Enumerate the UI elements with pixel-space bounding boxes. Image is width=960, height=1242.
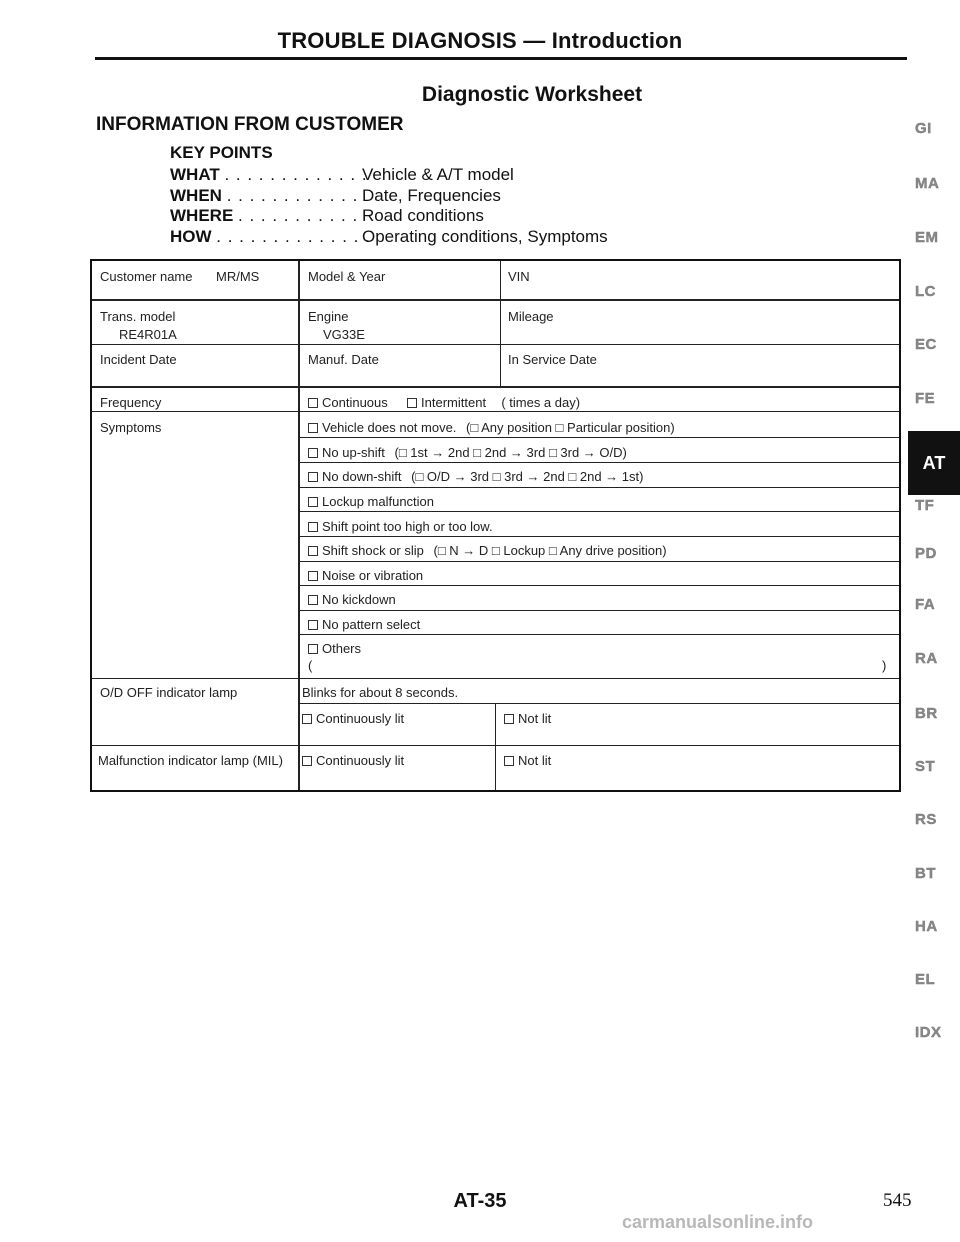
others-open-paren: ( [308, 658, 313, 673]
checkbox-icon[interactable] [308, 644, 318, 654]
key-point-when [170, 186, 501, 208]
trans-model-value: RE4R01A [119, 327, 177, 342]
page-number: 545 [883, 1190, 912, 1211]
watermark-text: carmanualsonline.info [622, 1212, 814, 1232]
section-tab-fe[interactable]: FE [915, 390, 936, 407]
section-tab-ha[interactable]: HA [915, 918, 938, 935]
row-divider [298, 511, 899, 512]
symptom-detail: (□ 1st → 2nd □ 2nd → 3rd □ 3rd → O/D) [394, 445, 627, 460]
symptom-item [308, 641, 361, 656]
symptom-item [308, 445, 627, 460]
symptom-item [308, 543, 667, 558]
checkbox-icon[interactable] [308, 546, 318, 556]
customer-name-prefix: MR/MS [216, 269, 260, 284]
diagnostic-worksheet-table [90, 259, 901, 792]
key-point-dots: . . . . . . . . . . . . [226, 186, 359, 205]
row-divider [298, 437, 899, 438]
row-divider [298, 610, 899, 611]
key-point-value: Road conditions [362, 206, 484, 225]
section-tab-ra[interactable]: RA [915, 650, 938, 667]
checkbox-icon[interactable] [308, 497, 318, 507]
column-divider [495, 703, 496, 790]
symptoms-label: Symptoms [100, 420, 162, 435]
frequency-options [308, 395, 580, 410]
od-off-notlit [504, 711, 551, 726]
checkbox-icon[interactable] [308, 522, 318, 532]
key-point-key: HOW [170, 227, 212, 246]
symptom-item [308, 617, 420, 632]
symptom-text: Shift shock or slip [322, 543, 424, 558]
checkbox-icon[interactable] [407, 398, 417, 408]
symptom-item [308, 494, 434, 509]
mil-notlit-text: Not lit [518, 753, 552, 768]
frequency-intermittent: Intermittent [421, 395, 487, 410]
row-divider [298, 536, 899, 537]
in-service-date-label: In Service Date [508, 352, 597, 367]
key-point-value: Date, Frequencies [362, 186, 501, 205]
vin-label: VIN [508, 269, 530, 284]
checkbox-icon[interactable] [308, 398, 318, 408]
manuf-date-label: Manuf. Date [308, 352, 379, 367]
engine-label: Engine [308, 309, 349, 324]
section-tab-tf[interactable]: TF [915, 497, 935, 514]
symptom-text: Shift point too high or too low. [322, 519, 493, 534]
checkbox-icon[interactable] [308, 595, 318, 605]
checkbox-icon[interactable] [308, 423, 318, 433]
page-code: AT-35 [453, 1190, 507, 1212]
checkbox-icon[interactable] [308, 472, 318, 482]
symptom-item [308, 420, 675, 435]
row-divider [298, 634, 899, 635]
key-point-value: Vehicle & A/T model [362, 165, 514, 184]
row-divider [298, 462, 899, 463]
symptom-detail: (□ N → D □ Lockup □ Any drive position) [433, 543, 667, 558]
section-tab-fa[interactable]: FA [915, 596, 936, 613]
worksheet-title: Diagnostic Worksheet [421, 83, 643, 106]
section-tab-em[interactable]: EM [915, 229, 939, 246]
section-tab-gi[interactable]: GI [915, 120, 932, 137]
header-rule [95, 57, 907, 60]
trans-model-label: Trans. model [100, 309, 176, 324]
key-points-title: KEY POINTS [170, 143, 273, 162]
key-point-what [170, 165, 514, 187]
key-point-dots: . . . . . . . . . . . [238, 206, 359, 225]
section-tab-lc[interactable]: LC [915, 283, 936, 300]
section-tab-el[interactable]: EL [915, 971, 936, 988]
mil-continuous-text: Continuously lit [316, 753, 405, 768]
row-divider [298, 703, 899, 704]
od-off-notlit-text: Not lit [518, 711, 552, 726]
checkbox-icon[interactable] [308, 620, 318, 630]
customer-name-label: Customer name [100, 269, 193, 284]
checkbox-icon[interactable] [504, 714, 514, 724]
page-header-title: TROUBLE DIAGNOSIS — Introduction [277, 28, 683, 53]
row-divider [92, 344, 899, 345]
symptom-text: No kickdown [322, 592, 396, 607]
symptom-item [308, 592, 396, 607]
section-tab-at-active[interactable]: AT [908, 431, 960, 495]
section-tab-rs[interactable]: RS [915, 811, 937, 828]
symptom-text: Noise or vibration [322, 568, 424, 583]
symptom-item [308, 469, 643, 484]
frequency-continuous: Continuous [322, 395, 388, 410]
section-tab-ec[interactable]: EC [915, 336, 937, 353]
checkbox-icon[interactable] [302, 756, 312, 766]
key-point-key: WHERE [170, 206, 234, 225]
symptom-text: Vehicle does not move. [322, 420, 457, 435]
others-close-paren: ) [882, 658, 887, 673]
symptom-text: Lockup malfunction [322, 494, 435, 509]
engine-value: VG33E [323, 327, 365, 342]
section-tab-br[interactable]: BR [915, 705, 938, 722]
od-off-continuous [302, 711, 404, 726]
section-tab-idx[interactable]: IDX [915, 1024, 942, 1041]
row-divider [92, 299, 899, 301]
mil-label: Malfunction indicator lamp (MIL) [98, 753, 283, 768]
checkbox-icon[interactable] [302, 714, 312, 724]
checkbox-icon[interactable] [308, 571, 318, 581]
key-point-how [170, 227, 608, 249]
key-point-dots: . . . . . . . . . . . . . [224, 165, 368, 184]
key-point-where [170, 206, 484, 228]
checkbox-icon[interactable] [504, 756, 514, 766]
row-divider [92, 386, 899, 388]
section-tab-pd[interactable]: PD [915, 545, 937, 562]
od-off-blink: Blinks for about 8 seconds. [302, 685, 459, 700]
key-point-key: WHEN [170, 186, 222, 205]
row-divider [92, 411, 899, 412]
checkbox-icon[interactable] [308, 448, 318, 458]
row-divider [298, 585, 899, 586]
column-divider [298, 261, 300, 790]
mil-continuous [302, 753, 404, 768]
frequency-times-a-day: ( times a day) [501, 395, 581, 410]
symptom-text: No up-shift [322, 445, 385, 460]
symptom-item [308, 519, 493, 534]
section-tab-bt[interactable]: BT [915, 865, 936, 882]
model-year-label: Model & Year [308, 269, 386, 284]
mileage-label: Mileage [508, 309, 554, 324]
section-tab-st[interactable]: ST [915, 758, 936, 775]
frequency-label: Frequency [100, 395, 162, 410]
row-divider [92, 678, 899, 679]
od-off-continuous-text: Continuously lit [316, 711, 405, 726]
row-divider [298, 487, 899, 488]
section-tab-ma[interactable]: MA [915, 175, 940, 192]
column-divider [500, 261, 501, 386]
symptom-text: No pattern select [322, 617, 421, 632]
symptom-detail: (□ O/D → 3rd □ 3rd → 2nd □ 2nd → 1st) [411, 469, 644, 484]
symptom-item [308, 568, 423, 583]
symptom-text: Others [322, 641, 362, 656]
od-off-label: O/D OFF indicator lamp [100, 685, 238, 700]
incident-date-label: Incident Date [100, 352, 177, 367]
row-divider [298, 561, 899, 562]
symptom-detail: (□ Any position □ Particular position) [466, 420, 675, 435]
key-point-key: WHAT [170, 165, 220, 184]
info-from-customer-title: INFORMATION FROM CUSTOMER [96, 114, 404, 135]
symptom-text: No down-shift [322, 469, 402, 484]
mil-notlit [504, 753, 551, 768]
key-point-dots: . . . . . . . . . . . . . . [216, 227, 371, 246]
key-point-value: Operating conditions, Symptoms [362, 227, 608, 246]
